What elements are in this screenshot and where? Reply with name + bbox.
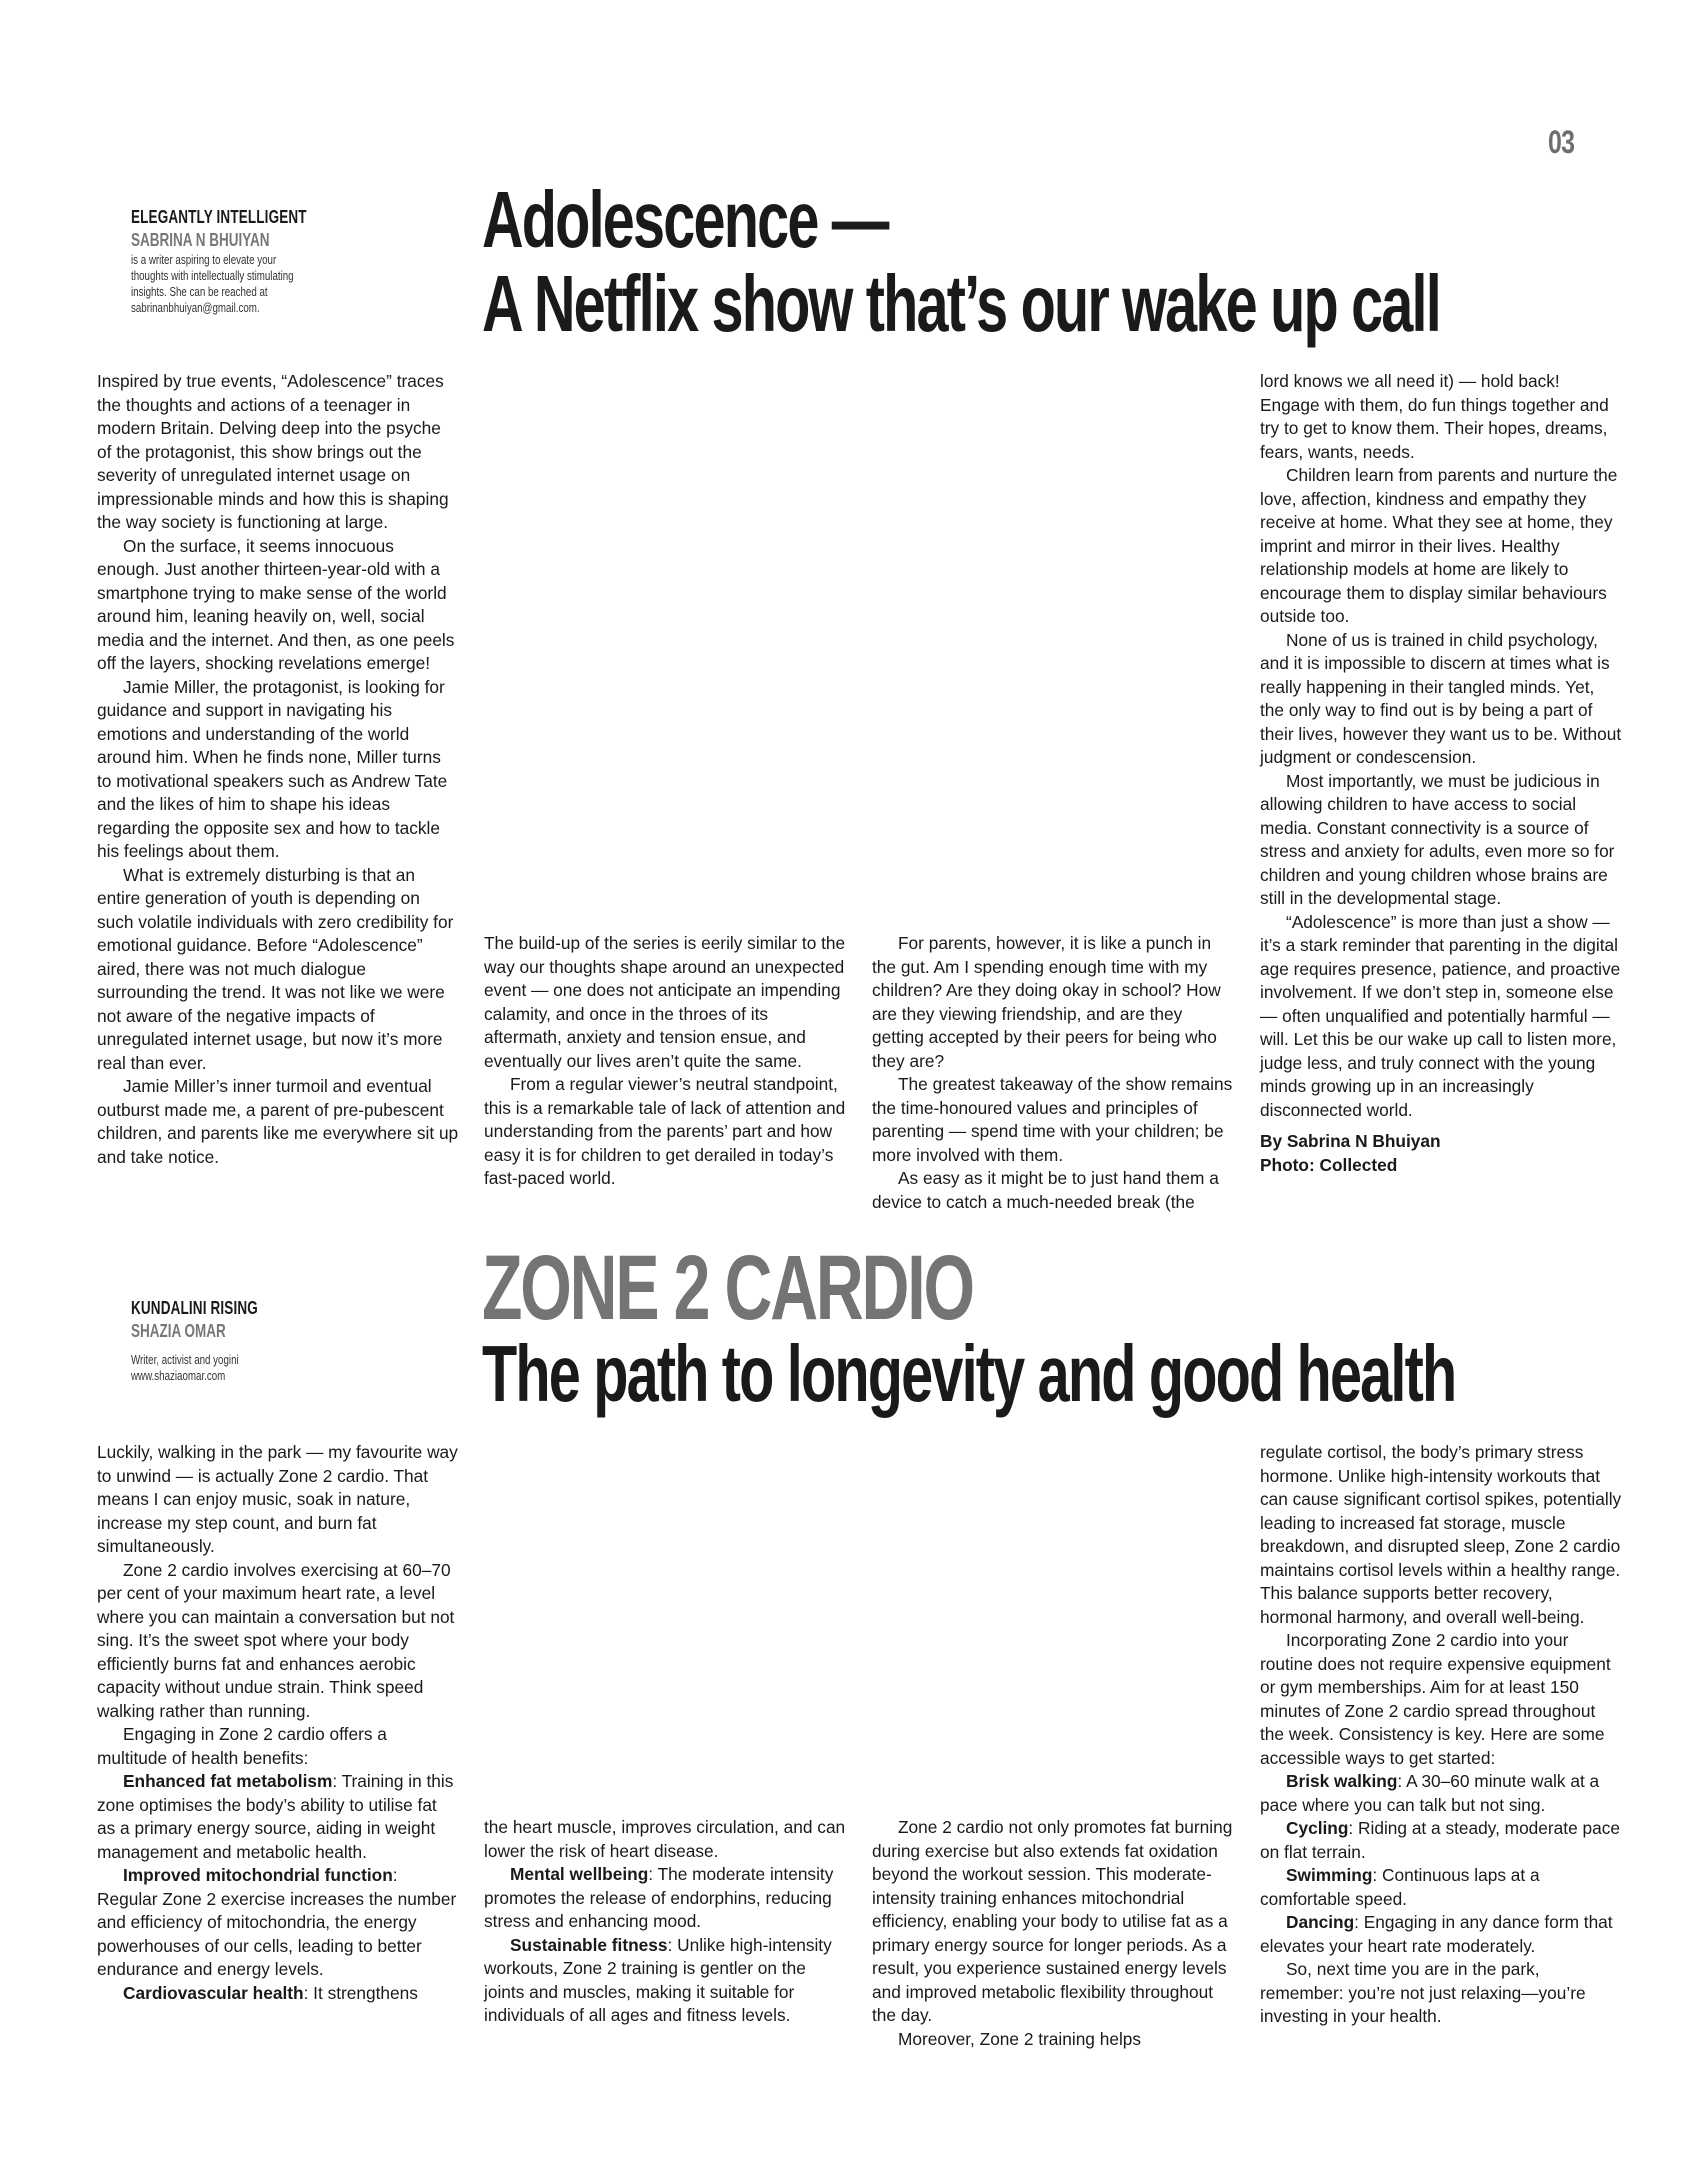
tip-item — [1260, 1817, 1622, 1864]
paragraph: the heart muscle, improves circulation, and can lower the risk of heart disease. — [484, 1817, 846, 1861]
signature-author: By Sabrina N Bhuiyan — [1260, 1131, 1441, 1151]
paragraph: Children learn from parents and nurture the love, affection, kindness and empathy they receive at home. What they see at home, they imprint and mirror in their lives. Healthy relationship models at home are likely to encourage them to display similar behaviours outside too. — [1260, 465, 1618, 626]
paragraph: Zone 2 cardio not only promotes fat burning during exercise but also extends fat oxidation beyond the workout session. This moderate-intensity training enhances mitochondrial efficiency, enabling your body to utilise fat as a primary energy source for longer periods. As a result, you experience sustained energy levels and improved metabolic flexibility throughout the day. — [872, 1817, 1233, 2025]
article2-column-2 — [484, 1816, 846, 2028]
paragraph: Zone 2 cardio involves exercising at 60–70 per cent of your maximum heart rate, a level where you can maintain a conversation but not sing. It’s the sweet spot where your body efficiently burns fat and enhances aerobic capacity without undue strain. Think speed walking rather than running. — [97, 1559, 455, 1721]
tip-item — [1260, 1864, 1622, 1911]
paragraph: The greatest takeaway of the show remains the time-honoured values and principles of parenting — spend time with your children; be more involved with them. — [872, 1074, 1233, 1165]
benefit-text: : Regular Zone 2 exercise increases the number and efficiency of mitochondria, the energy powerhouses of our cells, leading to better endurance and energy levels. — [97, 1865, 457, 1979]
paragraph: As easy as it might be to just hand them a device to catch a much-needed break (the — [872, 1168, 1219, 1212]
headline-line2: A Netflix show that’s our wake up call — [482, 259, 1440, 348]
paragraph: None of us is trained in child psychology, and it is impossible to discern at times what is really happening in their tangled minds. Yet, the only way to find out is by being a part of their lives, however they want us to be. Without judgment or condescension. — [1260, 629, 1622, 767]
article1-column-2 — [484, 932, 846, 1191]
benefit-label: Enhanced fat metabolism — [123, 1771, 333, 1791]
tip-label: Brisk walking — [1286, 1771, 1398, 1791]
paragraph: From a regular viewer’s neutral standpoint, this is a remarkable tale of lack of attention and understanding from the parents’ part and how easy it is for children to get derailed in today’s fast-paced world. — [484, 1074, 846, 1188]
tip-label: Dancing — [1286, 1912, 1355, 1932]
tip-text: : Engaging in any dance form that elevates your heart rate moderately. — [1260, 1912, 1613, 1956]
article1-column-1 — [97, 370, 459, 1169]
benefit-label: Sustainable fitness — [510, 1934, 668, 1955]
paragraph: “Adolescence” is more than just a show — it’s a stark reminder that parenting in the digital age requires presence, patience, and proactive involvement. If we don’t step in, someone else — often unqualified and potentially harmful — will. Let this be our wake up call to listen more, judge less, and truly connect with the young minds growing up in an increasingly disconnected world. — [1260, 911, 1621, 1120]
article2-column-3 — [872, 1816, 1234, 2051]
benefit-item — [484, 1934, 846, 2028]
benefit-text: : Unlike high-intensity workouts, Zone 2 training is gentler on the joints and muscles, making it suitable for individuals of all ages and fitness levels. — [484, 1934, 832, 2025]
article1-column-3 — [872, 932, 1234, 1214]
page-number: 03 — [1548, 124, 1575, 160]
paragraph: Most importantly, we must be judicious in allowing children to have access to social media. Constant connectivity is a source of stress and anxiety for adults, even more so for children and young children whose brains are still in the developmental stage. — [1260, 770, 1615, 908]
paragraph: lord knows we all need it) — hold back! Engage with them, do fun things together and try to get to know them. Their hopes, dreams, fears, wants, needs. — [1260, 371, 1609, 462]
article1-column-4 — [1260, 370, 1622, 1177]
headline-line1: ZONE 2 CARDIO — [482, 1237, 973, 1339]
paragraph: Moreover, Zone 2 training helps — [898, 2028, 1142, 2049]
headline-line2: The path to longevity and good health — [482, 1329, 1456, 1418]
signature-photo-credit: Photo: Collected — [1260, 1154, 1398, 1175]
benefit-label: Improved mitochondrial function — [123, 1865, 393, 1885]
article2-byline — [131, 1298, 331, 1384]
paragraph: So, next time you are in the park, remember: you’re not just relaxing—you’re investing in your health. — [1260, 1959, 1586, 2026]
benefit-item — [97, 1864, 459, 1982]
author-name: SHAZIA OMAR — [131, 1321, 226, 1341]
benefit-text: : The moderate intensity promotes the release of endorphins, reducing stress and enhancing mood. — [484, 1864, 834, 1931]
benefit-text: : It strengthens — [303, 1982, 418, 2003]
author-bio: Writer, activist and yogini www.shaziaomar.com — [131, 1352, 239, 1383]
author-name: SABRINA N BHUIYAN — [131, 230, 270, 250]
tip-text: : Continuous laps at a comfortable speed. — [1260, 1865, 1540, 1909]
paragraph: Luckily, walking in the park — my favourite way to unwind — is actually Zone 2 cardio. That means I can enjoy music, soak in nature, increase my step count, and burn fat simultaneously. — [97, 1442, 458, 1556]
benefit-item — [484, 1863, 846, 1934]
benefit-label: Cardiovascular health — [123, 1982, 304, 2003]
tip-text: : Riding at a steady, moderate pace on flat terrain. — [1260, 1818, 1620, 1862]
paragraph: Jamie Miller, the protagonist, is looking for guidance and support in navigating his emotions and understanding of the world around him. When he finds none, Miller turns to motivational speakers such as Andrew Tate and the likes of him to shape his ideas regarding the opposite sex and how to tackle his feelings about them. — [97, 676, 448, 861]
benefit-label: Mental wellbeing — [510, 1864, 649, 1884]
paragraph: Engaging in Zone 2 cardio offers a multitude of health benefits: — [97, 1724, 387, 1768]
tip-label: Cycling — [1286, 1818, 1349, 1838]
benefit-item — [97, 1770, 459, 1864]
paragraph: Incorporating Zone 2 cardio into your routine does not require expensive equipment or gym memberships. Aim for at least 150 minutes of Zone 2 cardio spread throughout the week. Consistency is key. Here are some accessible ways to get started: — [1260, 1630, 1611, 1768]
article2-column-4 — [1260, 1441, 1622, 2029]
headline-line1: Adolescence — — [482, 175, 888, 264]
tip-item — [1260, 1770, 1622, 1817]
paragraph: For parents, however, it is like a punch in the gut. Am I spending enough time with my children? Are they doing okay in school? How are they viewing friendship, and are they getting accepted by their peers for being who they are? — [872, 933, 1221, 1071]
paragraph: On the surface, it seems innocuous enough. Just another thirteen-year-old with a smartphone trying to make sense of the world around him, leaning heavily on, well, social media and the internet. And then, as one peels off the layers, shocking revelations emerge! — [97, 535, 455, 673]
tip-item — [1260, 1911, 1622, 1958]
tip-text: : A 30–60 minute walk at a pace where you can talk but not sing. — [1260, 1771, 1600, 1815]
paragraph: The build-up of the series is eerily similar to the way our thoughts shape around an unexpected event — one does not anticipate an impending calamity, and once in the throes of its aftermath, anxiety and tension ensue, and eventually our lives aren’t quite the same. — [484, 933, 846, 1071]
article1-byline — [131, 207, 331, 316]
article2-column-1 — [97, 1441, 459, 2005]
benefit-text: : Training in this zone optimises the body’s ability to utilise fat as a primary energy source, aiding in weight management and metabolic health. — [97, 1771, 454, 1862]
column-name: ELEGANTLY INTELLIGENT — [131, 207, 307, 227]
tip-label: Swimming — [1286, 1865, 1373, 1885]
paragraph: What is extremely disturbing is that an entire generation of youth is depending on such volatile individuals with zero credibility for emotional guidance. Before “Adolescence” aired, there was not much dialogue surrounding the trend. It was not like we were not aware of the negative impacts of unregulated internet usage, but now it’s more real than ever. — [97, 864, 454, 1073]
paragraph: Inspired by true events, “Adolescence” traces the thoughts and actions of a teenager in modern Britain. Delving deep into the psyche of the protagonist, this show brings out the severity of unregulated internet usage on impressionable minds and how this is shaping the way society is functioning at large. — [97, 371, 449, 532]
author-bio: is a writer aspiring to elevate your thoughts with intellectually stimulating insights. She can be reached at sabrinanbhuiyan@gmail.com. — [131, 252, 294, 315]
column-name: KUNDALINI RISING — [131, 1298, 258, 1318]
paragraph: regulate cortisol, the body’s primary stress hormone. Unlike high-intensity workouts that can cause significant cortisol spikes, potentially leading to increased fat storage, muscle breakdown, and disrupted sleep, Zone 2 cardio maintains cortisol levels within a healthy range. This balance supports better recovery, hormonal harmony, and overall well-being. — [1260, 1442, 1622, 1627]
benefit-item — [97, 1982, 459, 2006]
paragraph: Jamie Miller’s inner turmoil and eventual outburst made me, a parent of pre-pubescent children, and parents like me everywhere sit up and take notice. — [97, 1076, 459, 1167]
